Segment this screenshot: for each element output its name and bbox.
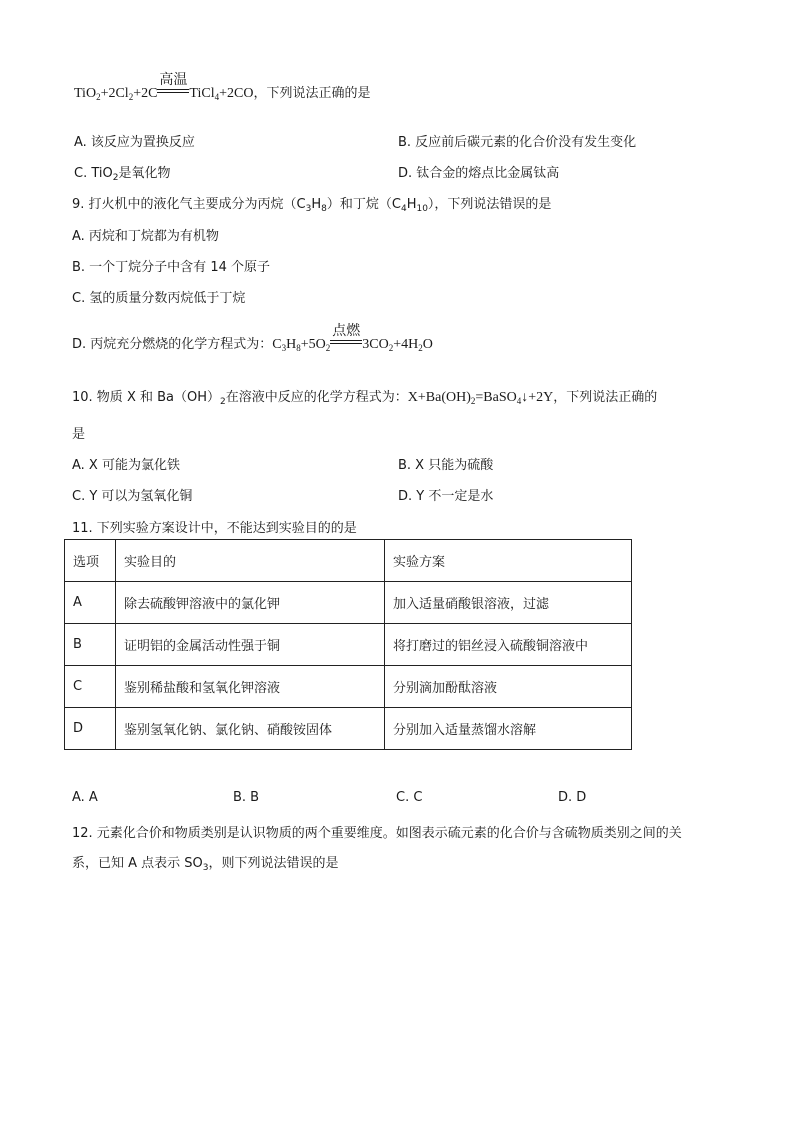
reaction-condition — [157, 72, 189, 102]
header-plan: 实验方案 — [385, 540, 632, 582]
eq-text: (OH) — [441, 390, 471, 405]
q9-option-c: C. 氢的质量分数丙烷低于丁烷 — [72, 291, 246, 306]
q8-option-c — [74, 162, 170, 181]
question-stem: ，下列说法正确的是 — [253, 86, 371, 101]
stem-text: 10. 物质 X 和 Ba（OH） — [72, 390, 221, 405]
condition-text: 点燃 — [332, 323, 361, 339]
table-row — [65, 708, 632, 750]
eq-sub: 2 — [96, 92, 101, 102]
row-plan: 将打磨过的铝丝浸入硫酸铜溶液中 — [385, 624, 632, 666]
stem-text: 在溶液中反应的化学方程式为： — [225, 390, 408, 405]
combustion-equation — [272, 323, 433, 353]
eq-text: +2CO — [219, 86, 254, 101]
option-text: C. TiO — [74, 166, 113, 181]
eq-text: TiCl — [189, 86, 215, 101]
row-purpose: 鉴别稀盐酸和氢氧化钾溶液 — [116, 666, 385, 708]
stem-text: ）和丁烷（C — [326, 197, 401, 212]
eq-sub: 4 — [516, 396, 522, 406]
eq-sub: 8 — [296, 343, 301, 353]
stem-sub: 3 — [202, 863, 209, 873]
q10-stem-line2: 是 — [72, 427, 86, 442]
table-row — [65, 624, 632, 666]
row-purpose: 证明铝的金属活动性强于铜 — [116, 624, 385, 666]
q12-stem-line1: 12. 元素化合价和物质类别是认识物质的两个重要维度。如图表示硫元素的化合价与含硫物质类别之间的关 — [72, 826, 682, 841]
eq-text: H — [286, 337, 297, 352]
option-text: D. 丙烷充分燃烧的化学方程式为： — [72, 337, 273, 352]
row-plan: 分别滴加酚酞溶液 — [385, 666, 632, 708]
q10-option-c: C. Y 可以为氢氧化铜 — [72, 489, 193, 504]
stem-sub: 10 — [416, 204, 428, 214]
eq-text: 3CO — [362, 337, 389, 352]
equals-sign — [157, 89, 189, 93]
eq-text: C — [272, 337, 282, 352]
eq-text: +2C — [133, 86, 158, 101]
eq-text: X+Ba — [407, 390, 442, 405]
eq-sub: 2 — [388, 343, 394, 353]
q10-option-a: A. X 可能为氯化铁 — [72, 458, 180, 473]
header-purpose: 实验目的 — [116, 540, 385, 582]
stem-text: 9. 打火机中的液化气主要成分为丙烷（C — [72, 197, 306, 212]
eq-text: +2Cl — [100, 86, 129, 101]
q11-stem: 11. 下列实验方案设计中，不能达到实验目的的是 — [72, 521, 357, 536]
eq-text: O — [422, 337, 433, 352]
reaction-equation — [408, 390, 553, 405]
option-sub: 2 — [112, 173, 119, 183]
row-purpose: 除去硫酸钾溶液中的氯化钾 — [116, 582, 385, 624]
eq-text: =BaSO — [475, 390, 517, 405]
reaction-condition — [330, 323, 362, 353]
eq-text: ↓+2Y — [521, 390, 554, 405]
q9-option-d — [72, 323, 433, 353]
eq-sub: 2 — [418, 343, 423, 353]
stem-sub: 4 — [400, 204, 407, 214]
row-option: C — [65, 666, 116, 708]
stem-text: ，则下列说法错误的是 — [208, 856, 339, 871]
table-header-row — [65, 540, 632, 582]
stem-text: ，下列说法正确的 — [553, 390, 658, 405]
q11-answer-b: B. B — [233, 790, 260, 805]
q11-answer-a: A. A — [72, 790, 98, 805]
q8-equation-line — [74, 72, 371, 102]
q12-stem-line2 — [72, 852, 339, 871]
stem-text: 系，已知 A 点表示 SO — [72, 856, 203, 871]
eq-text: +4H — [393, 337, 419, 352]
stem-sub: 2 — [220, 397, 226, 407]
q9-stem — [72, 193, 551, 212]
stem-text: H — [406, 197, 417, 212]
eq-sub: 4 — [214, 92, 220, 102]
eq-sub: 2 — [325, 343, 331, 353]
q11-answer-d: D. D — [558, 790, 587, 805]
equals-sign — [330, 340, 362, 344]
stem-sub: 3 — [305, 204, 312, 214]
stem-text: ），下列说法错误的是 — [427, 197, 552, 212]
option-text: 是氧化物 — [118, 166, 171, 181]
eq-text: TiO — [74, 86, 97, 101]
stem-text: H — [311, 197, 322, 212]
eq-sub: 2 — [470, 396, 476, 406]
row-plan: 分别加入适量蒸馏水溶解 — [385, 708, 632, 750]
row-purpose: 鉴别氢氧化钠、氯化钠、硝酸铵固体 — [116, 708, 385, 750]
eq-sub: 2 — [128, 92, 134, 102]
stem-sub: 8 — [321, 204, 327, 214]
condition-text: 高温 — [159, 72, 188, 88]
header-option: 选项 — [65, 540, 116, 582]
row-plan: 加入适量硝酸银溶液，过滤 — [385, 582, 632, 624]
q9-option-a: A. 丙烷和丁烷都为有机物 — [72, 229, 219, 244]
q8-option-b: B. 反应前后碳元素的化合价没有发生变化 — [398, 135, 637, 150]
q10-stem — [72, 386, 657, 406]
q9-option-b: B. 一个丁烷分子中含有 14 个原子 — [72, 260, 270, 275]
row-option: B — [65, 624, 116, 666]
table-row — [65, 582, 632, 624]
q8-option-d: D. 钛合金的熔点比金属钛高 — [398, 166, 560, 181]
q11-answer-c: C. C — [396, 790, 423, 805]
experiment-table — [64, 539, 632, 750]
eq-text: +5O — [300, 337, 326, 352]
table-row — [65, 666, 632, 708]
q8-option-a: A. 该反应为置换反应 — [74, 135, 195, 150]
row-option: D — [65, 708, 116, 750]
q10-option-d: D. Y 不一定是水 — [398, 489, 494, 504]
row-option: A — [65, 582, 116, 624]
eq-sub: 3 — [281, 343, 287, 353]
q10-option-b: B. X 只能为硫酸 — [398, 458, 494, 473]
